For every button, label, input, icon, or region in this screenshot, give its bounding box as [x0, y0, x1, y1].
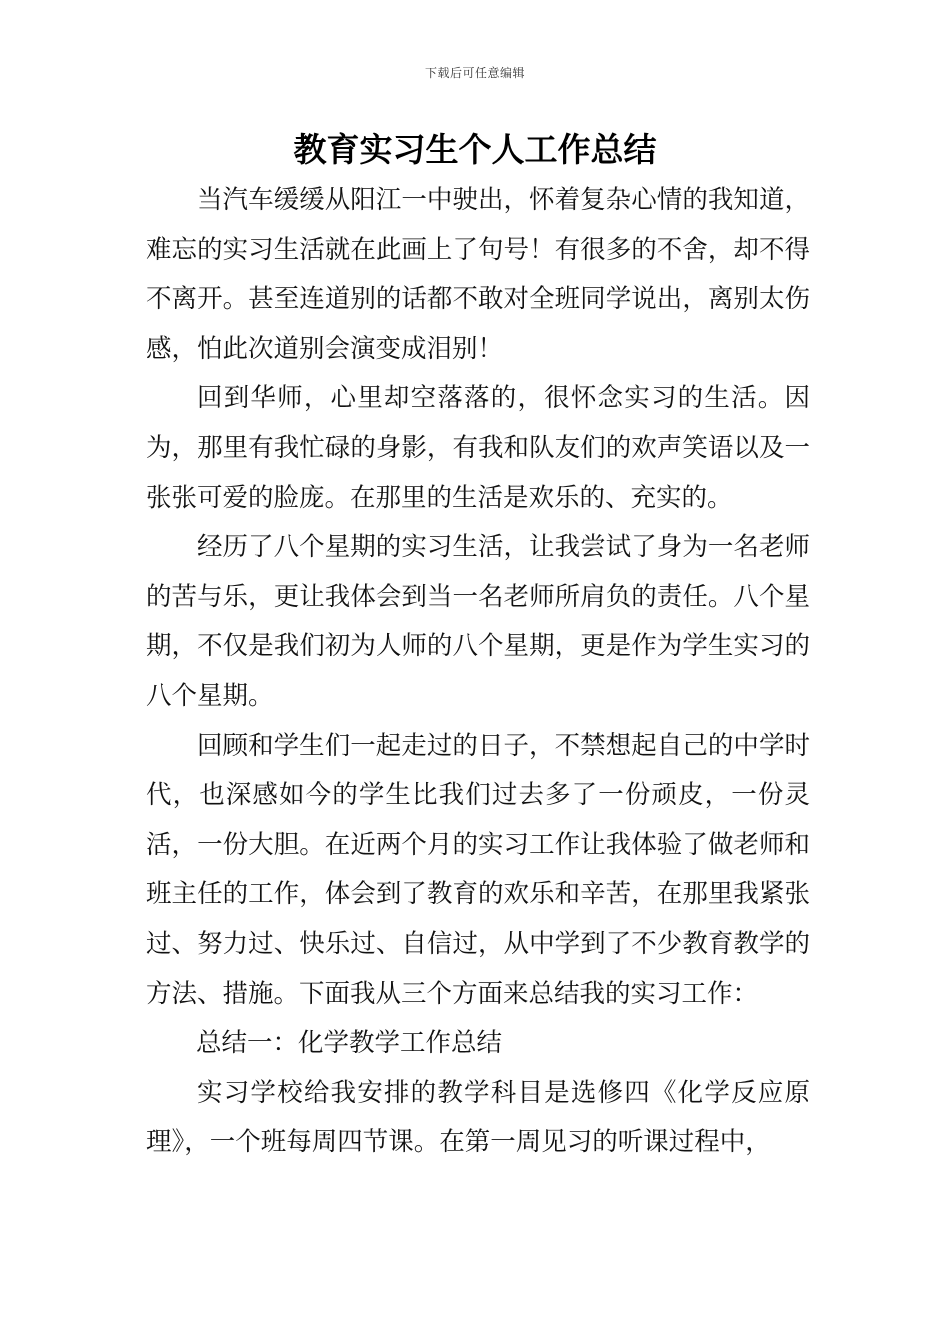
paragraph-farewell: 当汽车缓缓从阳江一中驶出，怀着复杂心情的我知道，难忘的实习生活就在此画上了句号！有很多的不舍，却不得不离开。甚至连道别的话都不敢对全班同学说出，离别太伤感，怕此次道别会演变成泪别！ [146, 185, 810, 364]
header-note: 下载后可任意编辑 [424, 66, 525, 80]
paragraph-review: 回顾和学生们一起走过的日子，不禁想起自己的中学时代，也深感如今的学生比我们过去多了一份顽皮，一份灵活，一份大胆。在近两个月的实习工作让我体验了做老师和班主任的工作，体会到了教育的欢乐和辛苦，在那里我紧张过、努力过、快乐过、自信过，从中学到了不少教育教学的方法、措施。下面我从三个方面来总结我的实习工作： [146, 730, 810, 1009]
paragraph-eight-weeks: 经历了八个星期的实习生活，让我尝试了身为一名老师的苦与乐，更让我体会到当一名老师所肩负的责任。八个星期，不仅是我们初为人师的八个星期，更是作为学生实习的八个星期。 [146, 532, 810, 711]
paragraph-teaching: 实习学校给我安排的教学科目是选修四《化学反应原理》，一个班每周四节课。在第一周见习的听课过程中， [146, 1077, 810, 1158]
document-body [146, 176, 810, 1168]
paragraph-return: 回到华师，心里却空落落的，很怀念实习的生活。因为，那里有我忙碌的身影，有我和队友们的欢声笑语以及一张张可爱的脸庞。在那里的生活是欢乐的、充实的。 [146, 383, 810, 513]
document-title: 教育实习生个人工作总结 [293, 130, 657, 169]
section-heading-one: 总结一：化学教学工作总结 [196, 1028, 503, 1059]
